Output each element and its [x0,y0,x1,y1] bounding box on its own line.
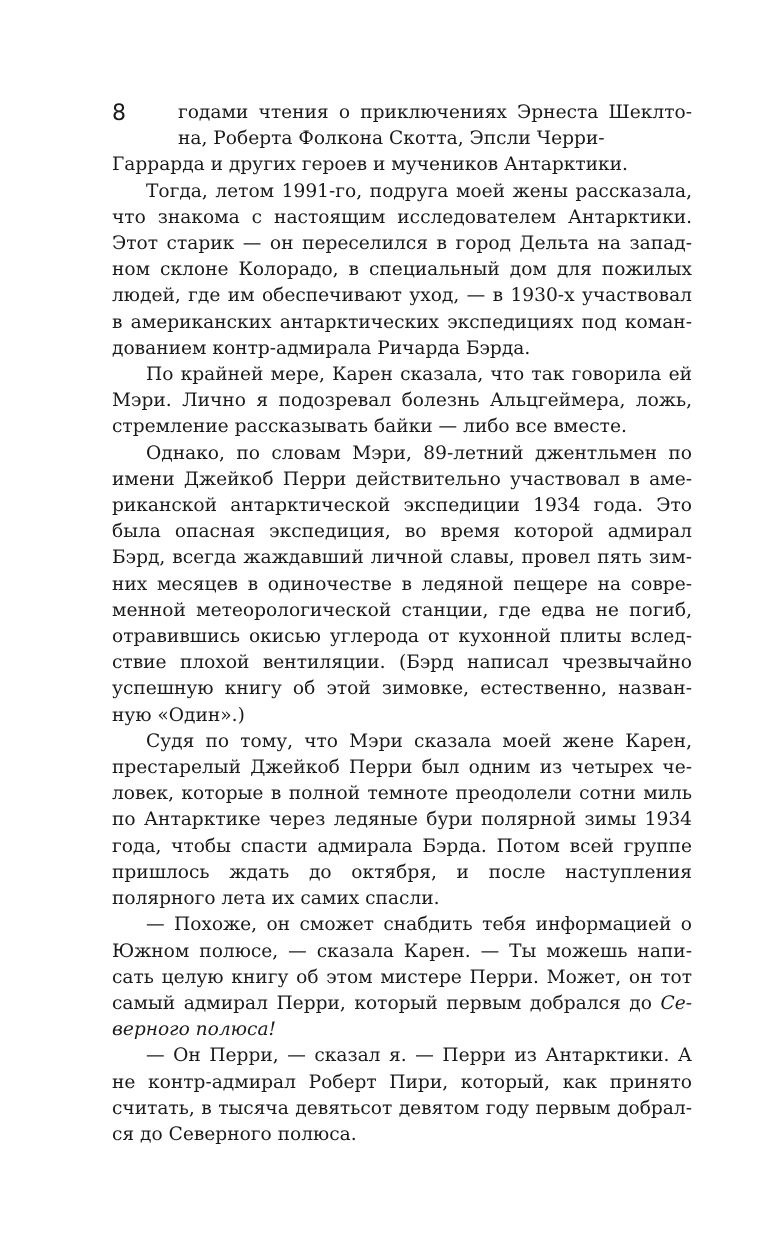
paragraph: Судя по тому, что Мэри сказала моей жене Карен, престарелый Джейкоб Перри был одним из четырех человек, которые в полной темноте преодолели сотни миль по Антарктике через ледяные бури полярной зимы 1934 года, чтобы спасти адмирала Бэрда. Потом всей группе пришлось ждать до октября, и после наступления полярного лета их самих спасли. [112,730,692,910]
paragraph: По крайней мере, Карен сказала, что так говорила ей Мэри. Лично я подозревал болезнь Альцгеймера, ложь, стремление рассказывать байки — либо все вместе. [112,364,692,438]
dialogue-text: — Похоже, он сможет снабдить тебя информацией о Южном полюсе, — сказала Карен. — Ты можешь написать целую книгу об этом мистере Перри. Может, он тот самый адмирал Перри, который первым добрался до [112,914,692,1014]
paragraph: Однако, по словам Мэри, 89-летний джентльмен по имени Джейкоб Перри действительно участвовал в американской антарктической экспедиции 1934 года. Это была опасная экспедиция, во время которой адмирал Бэрд, всегда жаждавший личной славы, провел пять зимних месяцев в одиночестве в ледяной пещере на современной метеорологической станции, где едва не погиб, отравившись окисью углерода от кухонной плиты вследствие плохой вентиляции. (Бэрд написал чрезвычайно успешную книгу об этой зимовке, естественно, названную «Один».) [112,442,692,726]
page-number: 8 [112,101,126,126]
body-text [112,100,692,1148]
paragraph-continued-end: Гаррарда и других героев и мучеников Антарктики. [112,154,628,176]
paragraph-continued: годами чтения о приключениях Эрнеста Шеклтона, Роберта Фолкона Скотта, Эпсли Черри- [178,102,692,150]
paragraph-dialogue [112,912,692,1043]
dialogue-italic-text: Северного полюса! [112,992,692,1041]
paragraph-dialogue: — Он Перри, — сказал я. — Перри из Антарктики. А не контр-адмирал Роберт Пири, который, как принято считать, в тысяча девятьсот девятом году первым добрался до Северного полюса. [112,1045,692,1145]
paragraph: Тогда, летом 1991-го, подруга моей жены рассказала, что знакома с настоящим исследователем Антарктики. Этот старик — он переселился в город Дельта на западном склоне Колорадо, в специальный дом для пожилых людей, где им обеспечивают уход, — в 1930-х участвовал в американских антарктических экспедициях под командованием контр-адмирала Ричарда Бэрда. [112,180,692,359]
